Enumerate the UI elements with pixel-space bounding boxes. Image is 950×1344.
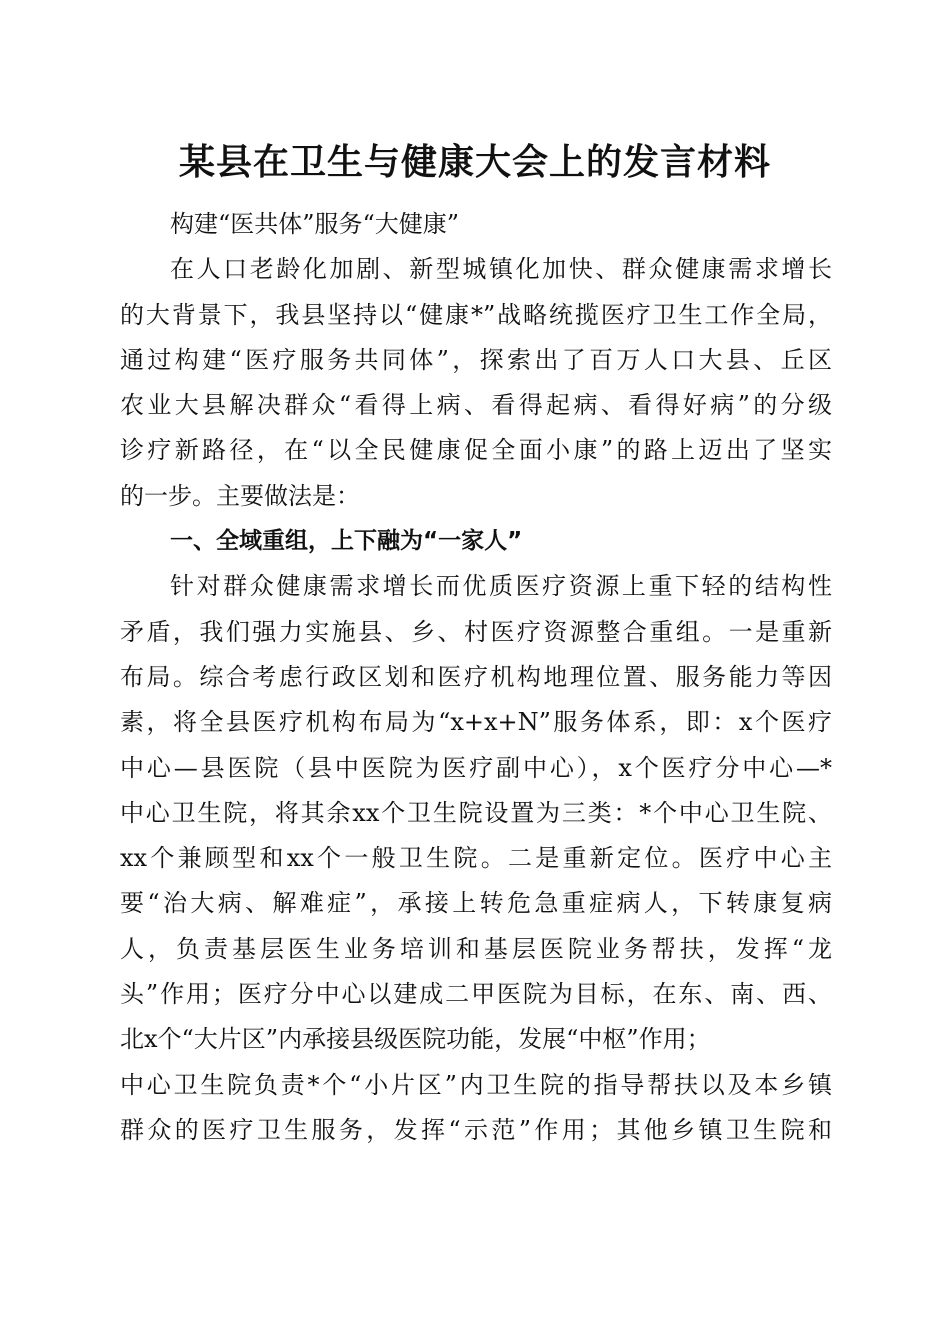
paragraph-line: 的大背景下，我县坚持以“健康*”战略统揽医疗卫生工作全局， [120,300,832,329]
subtitle-line: 构建“医共体”服务“大健康” [170,210,460,238]
paragraph-line: 通过构建“医疗服务共同体”，探索出了百万人口大县、丘区 [120,345,832,374]
paragraph-line: xx个兼顾型和xx个一般卫生院。二是重新定位。医疗中心主 [120,844,832,873]
paragraph-line: 诊疗新路径，在“以全民健康促全面小康”的路上迈出了坚实 [120,436,832,465]
paragraph-line: 素，将全县医疗机构布局为“x+x+N”服务体系，即：x个医疗 [120,708,832,737]
paragraph-line: 农业大县解决群众“看得上病、看得起病、看得好病”的分级 [120,391,832,420]
paragraph-line: 的一步。主要做法是： [120,481,360,510]
paragraph-line: 人，负责基层医生业务培训和基层医院业务帮扶，发挥“龙 [120,934,832,963]
paragraph-line: 在人口老龄化加剧、新型城镇化加快、群众健康需求增长 [170,255,832,284]
document-body [120,202,832,1153]
paragraph-line: 中心卫生院负责*个“小片区”内卫生院的指导帮扶以及本乡镇 [120,1070,832,1099]
section-heading: 一、全域重组，上下融为“一家人” [170,528,523,555]
paragraph-line: 群众的医疗卫生服务，发挥“示范”作用；其他乡镇卫生院和 [120,1115,832,1144]
paragraph-line: 头”作用；医疗分中心以建成二甲医院为目标，在东、南、西、 [120,980,832,1009]
paragraph-line: 针对群众健康需求增长而优质医疗资源上重下轻的结构性 [170,572,832,601]
paragraph-line: 布局。综合考虑行政区划和医疗机构地理位置、服务能力等因 [120,662,832,691]
paragraph-line: 矛盾，我们强力实施县、乡、村医疗资源整合重组。一是重新 [120,617,832,646]
document-title: 某县在卫生与健康大会上的发言材料 [178,141,771,183]
paragraph-line: 中心卫生院，将其余xx个卫生院设置为三类：*个中心卫生院、 [120,798,832,827]
paragraph-line: 中心—县医院（县中医院为医疗副中心），x个医疗分中心—* [120,753,832,782]
paragraph-line: 北x个“大片区”内承接县级医院功能，发展“中枢”作用； [120,1025,711,1054]
paragraph-line: 要“治大病、解难症”，承接上转危急重症病人，下转康复病 [120,889,832,918]
